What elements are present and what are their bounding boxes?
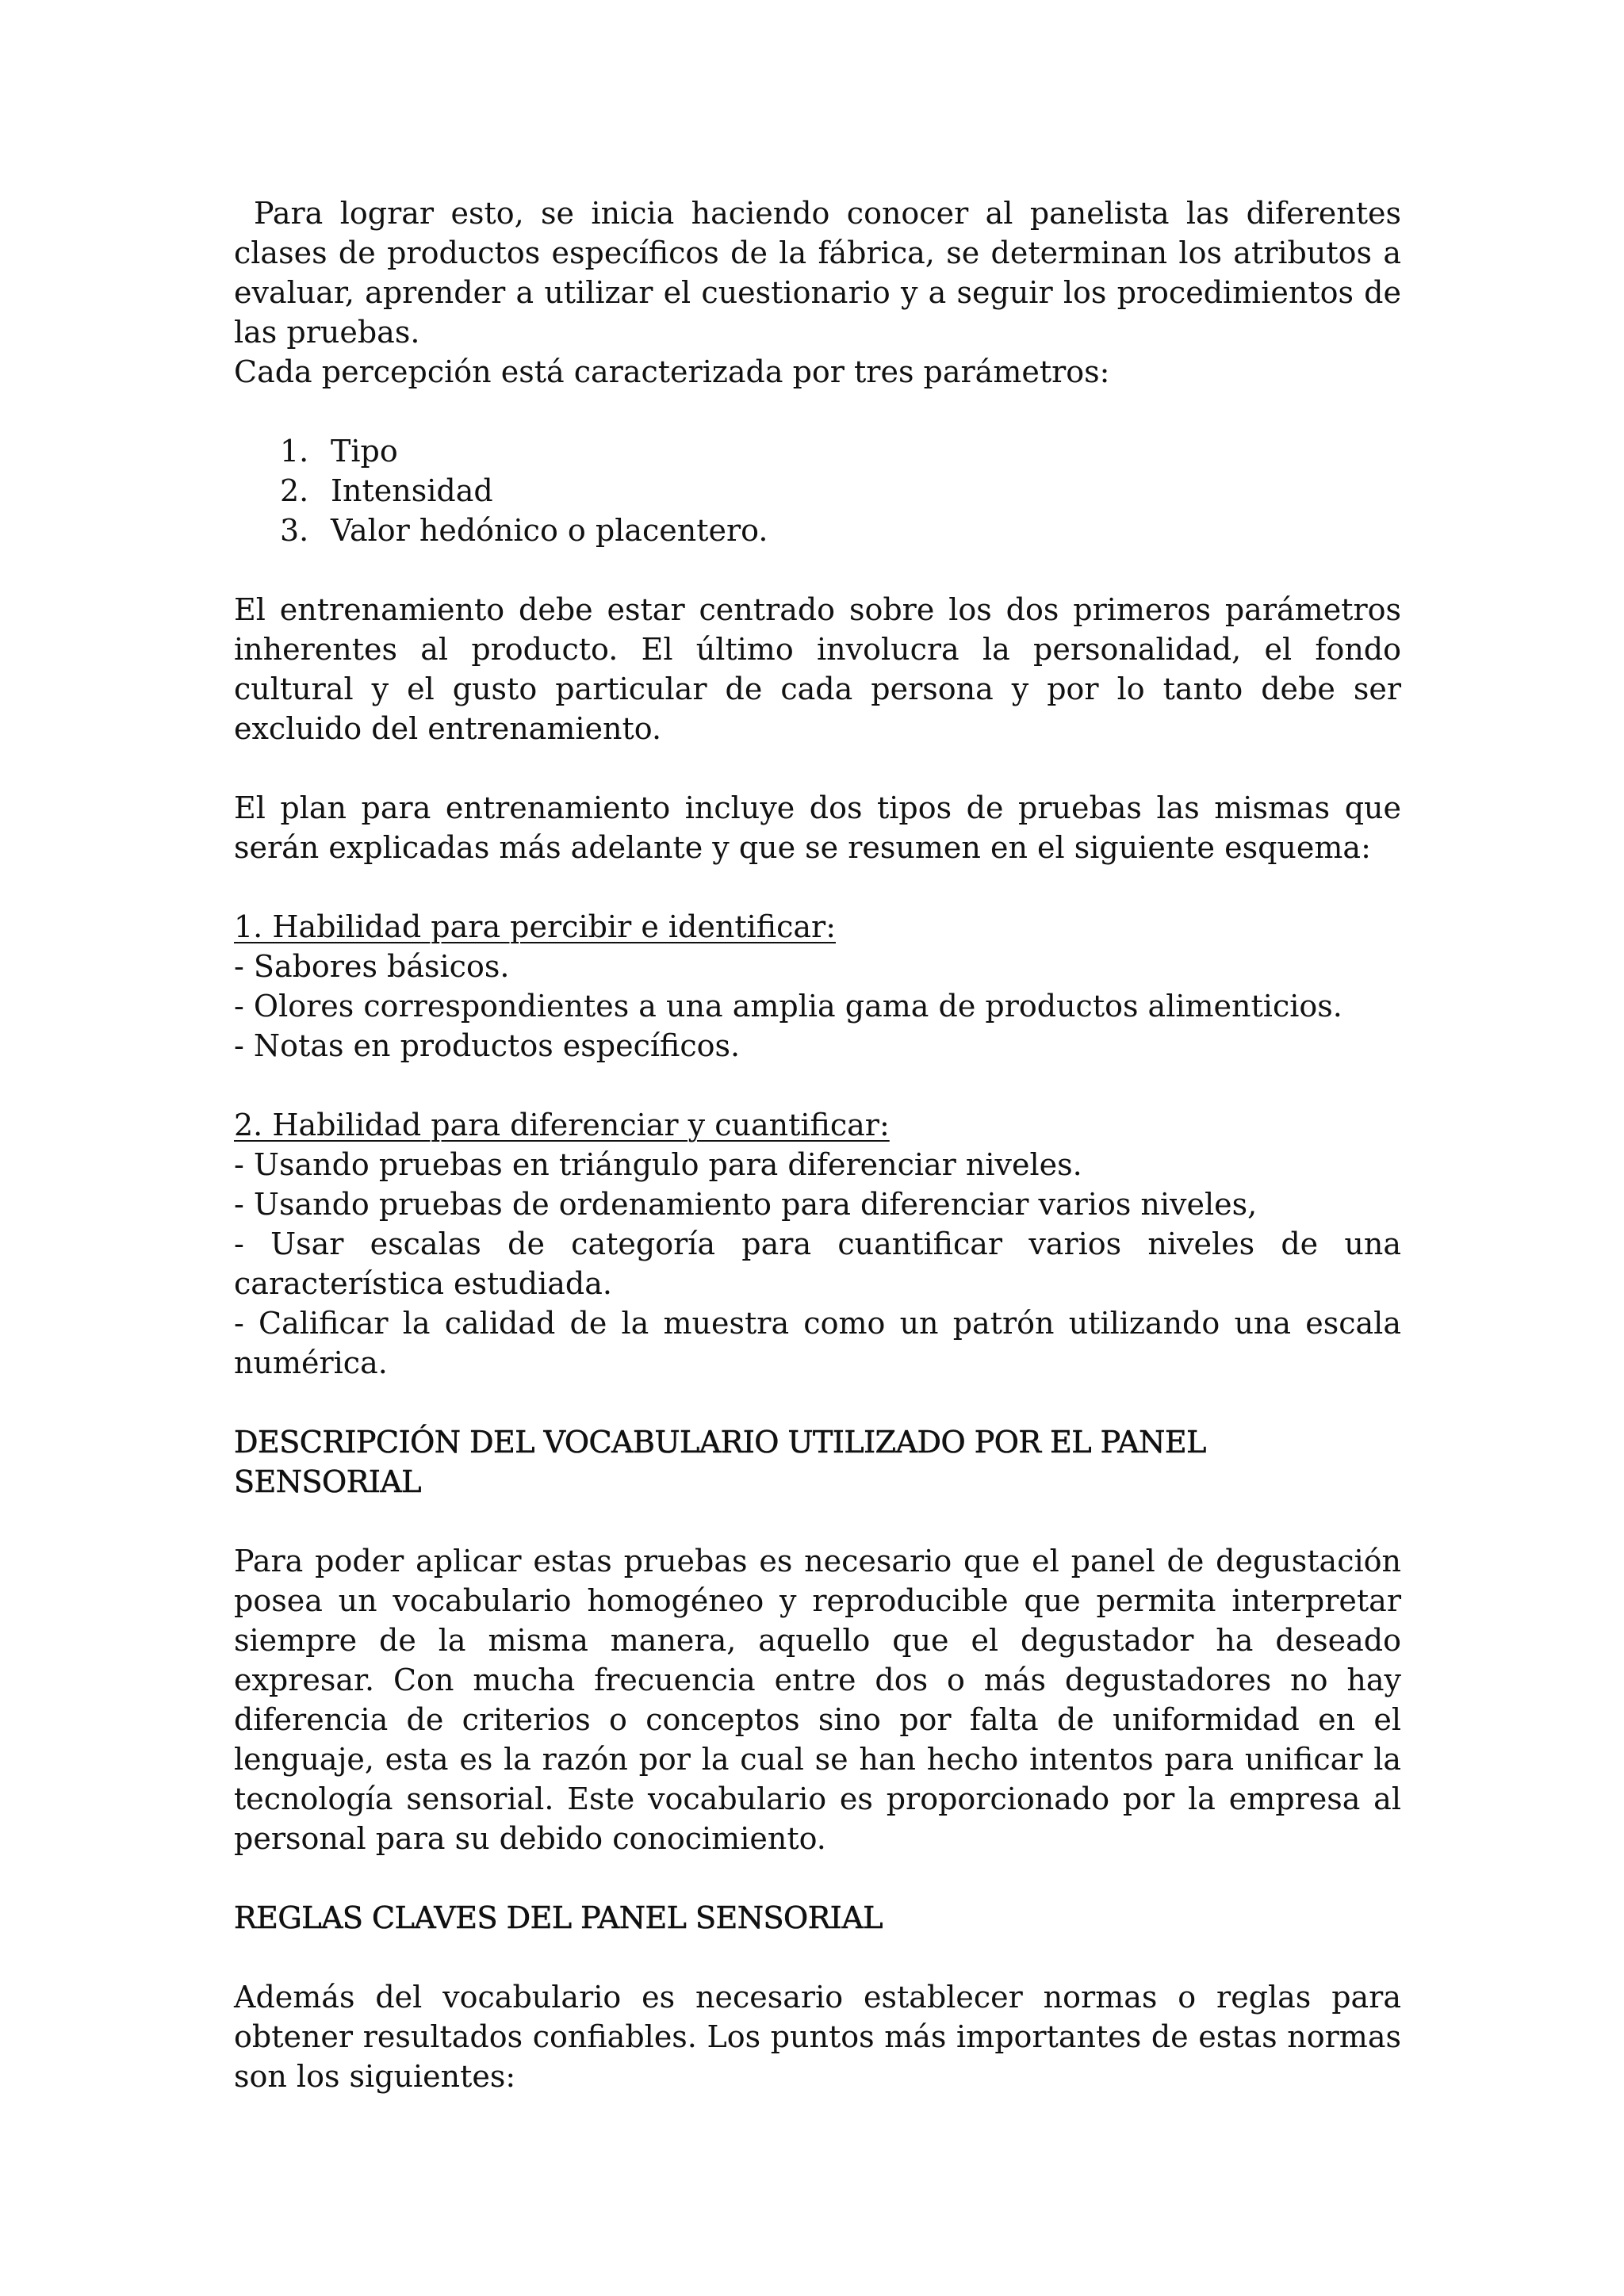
- spacer: [234, 1066, 1401, 1105]
- spacer: [234, 748, 1401, 788]
- list-item: - Usando pruebas de ordenamiento para diferenciar varios niveles,: [234, 1187, 1258, 1222]
- vocab-paragraph: Para poder aplicar estas pruebas es necesario que el panel de degustación posea un vocabulario homogéneo y reproducible que permita interpretar siempre de la misma manera, aquello que el degustador ha deseado expresar. Con mucha frecuencia entre dos o más degustadores no hay diferencia de criterios o conceptos sino por falta de uniformidad en el lenguaje, esta es la razón por la cual se han hecho intentos para unificar la tecnología sensorial. Este vocabulario es proporcionado por la empresa al personal para su debido conocimiento.: [234, 1544, 1401, 1856]
- list-item-number: 1.: [280, 434, 309, 469]
- spacer: [234, 392, 1401, 431]
- list-item: - Usando pruebas en triángulo para diferenciar niveles.: [234, 1147, 1082, 1182]
- rules-section-heading: REGLAS CLAVES DEL PANEL SENSORIAL: [234, 1900, 883, 1935]
- skill1-heading: [234, 907, 1401, 947]
- training-paragraph: El entrenamiento debe estar centrado sobre los dos primeros parámetros inherentes al producto. El último involucra la personalidad, el fondo cultural y el gusto particular de cada persona y por lo tanto debe ser excluido del entrenamiento.: [234, 592, 1401, 746]
- skill2-heading-text: 2. Habilidad para diferenciar y cuantificar:: [234, 1108, 890, 1142]
- list-item: - Calificar la calidad de la muestra como un patrón utilizando una escala numérica.: [234, 1306, 1401, 1380]
- plan-paragraph: El plan para entrenamiento incluye dos tipos de pruebas las mismas que serán explicadas más adelante y que se resumen en el siguiente esquema:: [234, 790, 1401, 865]
- skill2-heading: [234, 1105, 1401, 1145]
- document-body: [234, 193, 1401, 2096]
- vocab-section-heading: DESCRIPCIÓN DEL VOCABULARIO UTILIZADO POR EL PANEL SENSORIAL: [234, 1425, 1206, 1499]
- parameters-lead: Cada percepción está caracterizada por tres parámetros:: [234, 354, 1110, 389]
- skill1-heading-text: 1. Habilidad para percibir e identificar:: [234, 909, 836, 944]
- list-item-text: Intensidad: [331, 473, 493, 508]
- list-item-text: Tipo: [331, 434, 398, 469]
- list-item: - Usar escalas de categoría para cuantificar varios niveles de una característica estudiada.: [234, 1226, 1401, 1301]
- list-item: - Notas en productos específicos.: [234, 1028, 741, 1063]
- list-item: [234, 471, 1401, 511]
- list-item-number: 2.: [280, 473, 309, 508]
- spacer: [234, 1938, 1401, 1977]
- list-item: [234, 431, 1401, 471]
- spacer: [234, 1383, 1401, 1422]
- list-item: - Olores correspondientes a una amplia gama de productos alimenticios.: [234, 989, 1342, 1024]
- intro-paragraph: Para lograr esto, se inicia haciendo conocer al panelista las diferentes clases de productos específicos de la fábrica, se determinan los atributos a evaluar, aprender a utilizar el cuestionario y a seguir los procedimientos de las pruebas.: [234, 196, 1401, 350]
- rules-paragraph: Además del vocabulario es necesario establecer normas o reglas para obtener resultados confiables. Los puntos más importantes de estas normas son los siguientes:: [234, 1980, 1401, 2094]
- list-item: [234, 511, 1401, 550]
- spacer: [234, 867, 1401, 907]
- parameters-list: [234, 431, 1401, 550]
- spacer: [234, 1502, 1401, 1541]
- list-item: - Sabores básicos.: [234, 949, 510, 984]
- list-item-text: Valor hedónico o placentero.: [331, 513, 768, 548]
- spacer: [234, 550, 1401, 590]
- list-item-number: 3.: [280, 513, 309, 548]
- spacer: [234, 1858, 1401, 1898]
